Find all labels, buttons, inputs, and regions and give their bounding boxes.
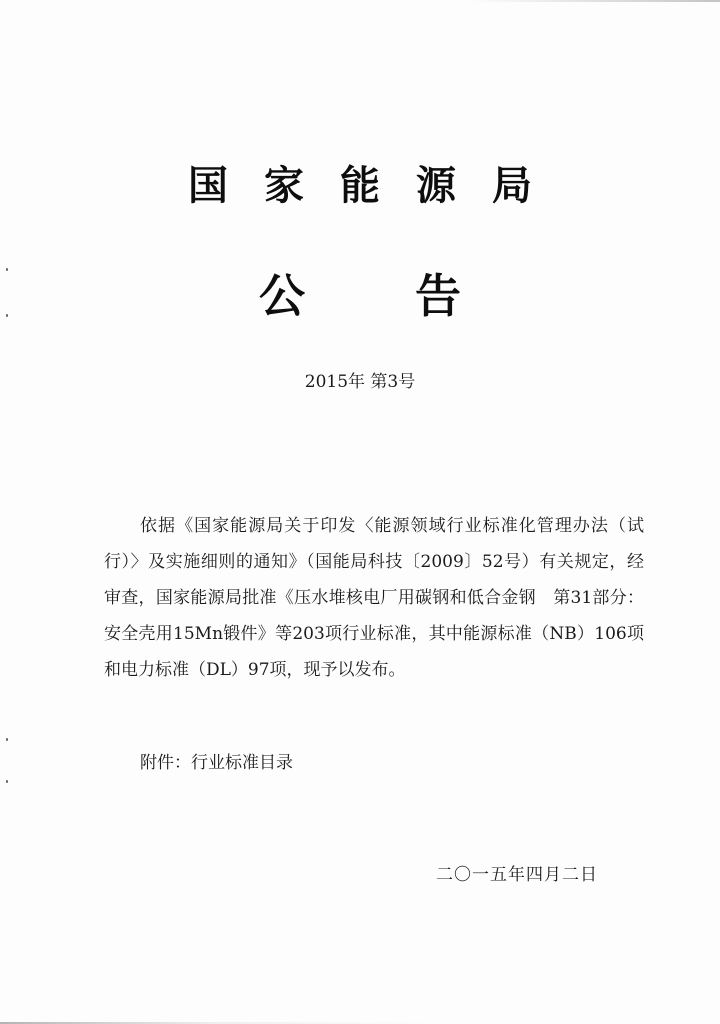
- scan-speck: [6, 738, 8, 741]
- attachment-line: 附件：行业标准目录: [140, 753, 293, 773]
- issue-date: 二〇一五年四月二日: [436, 865, 598, 885]
- scan-speck: [6, 314, 8, 317]
- scan-edge-top: [470, 0, 720, 2]
- announcement-body: 依据《国家能源局关于印发〈能源领域行业标准化管理办法（试行）〉及实施细则的通知》（国能局科技〔2009〕52号）有关规定，经审查，国家能源局批准《压水堆核电厂用碳钢和低合金钢 第31部分：安全壳用15Mn锻件》等203项行业标准，其中能源标准（NB）106项和电力标准（DL）97项，现予以发布。: [104, 516, 644, 680]
- document-number: 2015年 第3号: [304, 372, 416, 392]
- issuing-agency: 国家能源局: [188, 162, 568, 209]
- document-type-title: 公告: [259, 269, 571, 323]
- scan-speck: [6, 780, 8, 783]
- scan-speck: [6, 268, 8, 271]
